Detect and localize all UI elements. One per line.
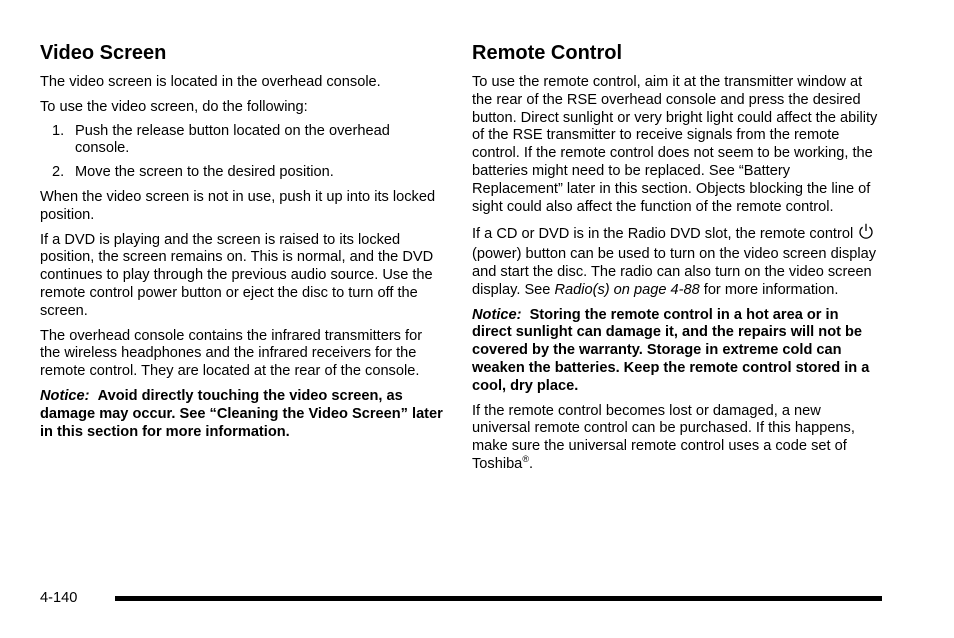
video-screen-steps [40,123,445,182]
notice-label: Notice: [472,306,522,323]
video-screen-paragraph: The video screen is located in the overhead console. [40,74,381,90]
video-screen-paragraph: The overhead console contains the infrared transmitters for the wireless headphones and the infrared receivers for the remote control. They are located at the rear of the console. [40,327,423,380]
step-number: 1. [52,122,65,139]
paragraph-text: (power) button can be used to turn on the video screen display and start the disc. The radio can also turn on the video screen display. See [472,246,877,298]
cross-reference-link[interactable]: Radio(s) on page 4-88 [554,281,700,298]
paragraph-text: If the remote control becomes lost or damaged, a new universal remote control can be purchased. If this happens, make sure the universal remote control uses a code set of Toshiba [472,402,855,472]
paragraph-text: . [528,455,534,472]
list-item [40,164,445,182]
power-icon [858,223,874,246]
registered-mark: ® [522,454,529,465]
remote-control-notice [472,307,880,396]
remote-control-paragraph [472,403,880,474]
video-screen-paragraph: When the video screen is not in use, push it up into its locked position. [40,188,436,223]
left-column [40,41,445,448]
paragraph-text: for more information. [703,281,839,298]
step-text: Move the screen to the desired position. [75,164,334,181]
notice-text: Storing the remote control in a hot area or in direct sunlight can damage it, and the repairs will not be covered by the warranty. Storage in extreme cold can weaken the batteries. Keep the remote control stored in a cool, dry place. [472,306,870,394]
footer-rule [115,596,882,601]
paragraph-text: If a CD or DVD is in the Radio DVD slot, the remote control [472,226,854,243]
notice-text: Avoid directly touching the video screen, as damage may occur. See “Cleaning the Video Screen” later in this section for more information. [40,387,443,440]
page-number: 4-140 [40,590,78,606]
video-screen-paragraph: If a DVD is playing and the screen is raised to its locked position, the screen remains on. This is normal, and the DVD continues to play through the previous audio source. Use the remote control power button or eject the disc to turn off the screen. [40,231,434,319]
list-item [40,123,445,159]
video-screen-heading: Video Screen [40,42,167,64]
remote-control-heading: Remote Control [472,42,622,64]
right-column [472,41,880,481]
step-text: Push the release button located on the overhead console. [75,122,390,157]
video-screen-notice [40,388,445,441]
remote-control-paragraph [472,223,880,299]
notice-label: Notice: [40,387,90,404]
video-screen-paragraph: To use the video screen, do the following: [40,98,308,115]
remote-control-paragraph: To use the remote control, aim it at the transmitter window at the rear of the RSE overhead console and press the desired button. Direct sunlight or very bright light could affect the ability of the RSE transmitter to receive signals from the remote control. If the remote control does not seem to be working, the batteries might need to be replaced. See “Battery Replacement” later in this section. Objects blocking the line of sight could also affect the function of the remote control. [472,74,878,215]
step-number: 2. [52,164,65,181]
